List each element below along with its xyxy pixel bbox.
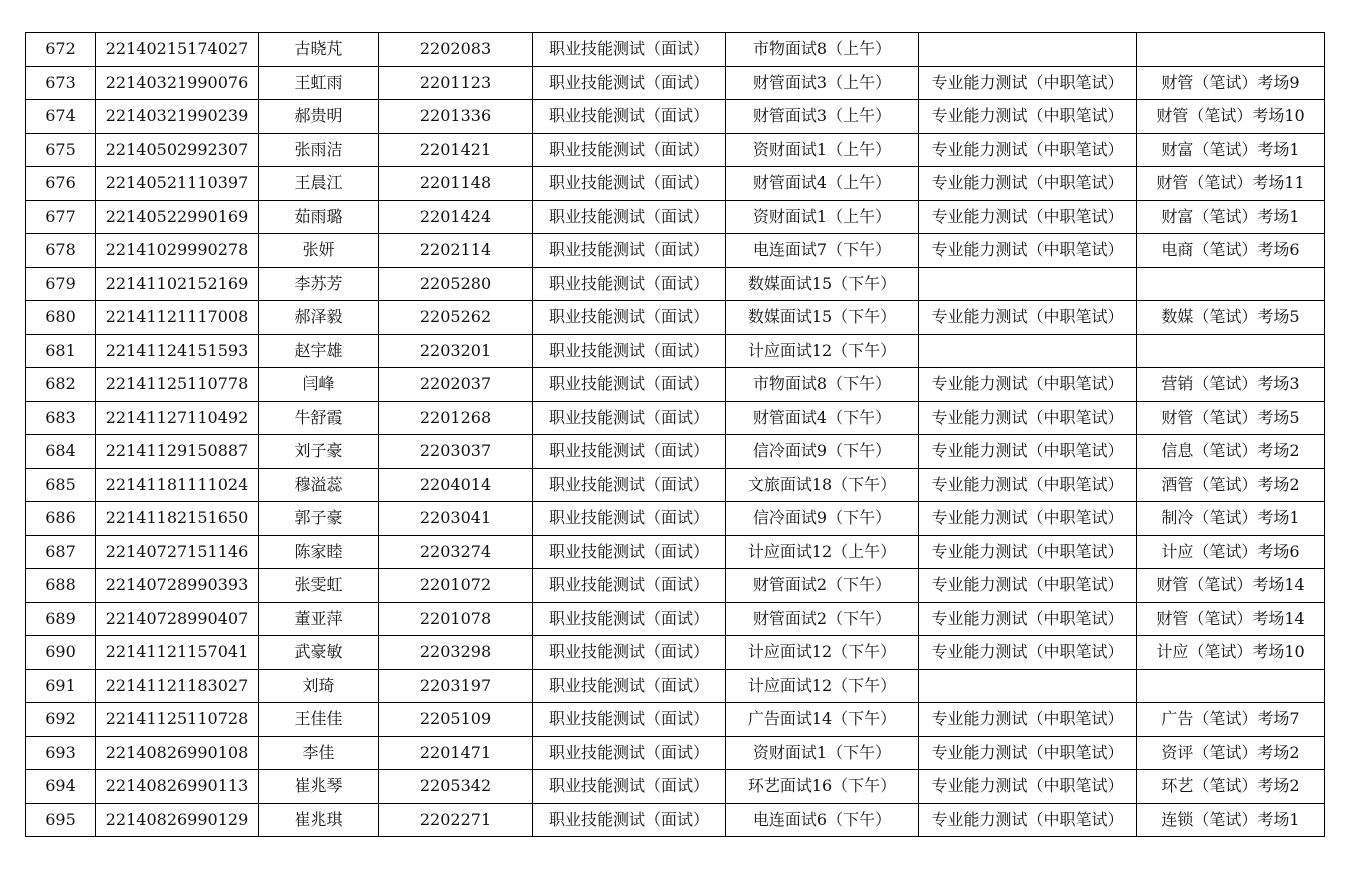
- exam-id-cell: 22141129150887: [96, 435, 259, 469]
- student-code-cell: 2201471: [379, 736, 533, 770]
- table-row: [26, 502, 1325, 536]
- student-name-cell: 穆溢蕊: [259, 468, 379, 502]
- written-room-cell: 信息（笔试）考场2: [1137, 435, 1325, 469]
- written-room-cell: 环艺（笔试）考场2: [1137, 770, 1325, 804]
- written-room-cell: 制冷（笔试）考场1: [1137, 502, 1325, 536]
- written-room-cell: [1137, 669, 1325, 703]
- exam-id-cell: 22141182151650: [96, 502, 259, 536]
- student-name-cell: 闫峰: [259, 368, 379, 402]
- student-name-cell: 赵宇雄: [259, 334, 379, 368]
- table-row: [26, 535, 1325, 569]
- student-code-cell: 2201421: [379, 133, 533, 167]
- interview-session-cell: 电连面试6（下午）: [726, 803, 919, 837]
- row-number-cell: 687: [26, 535, 96, 569]
- exam-id-cell: 22140321990239: [96, 100, 259, 134]
- written-room-cell: 广告（笔试）考场7: [1137, 703, 1325, 737]
- table-row: [26, 703, 1325, 737]
- interview-test-cell: 职业技能测试（面试）: [533, 33, 726, 67]
- written-test-cell: 专业能力测试（中职笔试）: [919, 133, 1137, 167]
- interview-session-cell: 文旅面试18（下午）: [726, 468, 919, 502]
- interview-session-cell: 信冷面试9（下午）: [726, 435, 919, 469]
- student-code-cell: 2201424: [379, 200, 533, 234]
- interview-test-cell: 职业技能测试（面试）: [533, 66, 726, 100]
- interview-test-cell: 职业技能测试（面试）: [533, 535, 726, 569]
- row-number-cell: 691: [26, 669, 96, 703]
- interview-session-cell: 财管面试4（下午）: [726, 401, 919, 435]
- exam-id-cell: 22140215174027: [96, 33, 259, 67]
- table-row: [26, 66, 1325, 100]
- interview-test-cell: 职业技能测试（面试）: [533, 401, 726, 435]
- written-room-cell: 财管（笔试）考场9: [1137, 66, 1325, 100]
- written-test-cell: 专业能力测试（中职笔试）: [919, 502, 1137, 536]
- written-room-cell: 电商（笔试）考场6: [1137, 234, 1325, 268]
- interview-session-cell: 财管面试2（下午）: [726, 569, 919, 603]
- student-code-cell: 2203274: [379, 535, 533, 569]
- student-code-cell: 2202037: [379, 368, 533, 402]
- student-name-cell: 郭子豪: [259, 502, 379, 536]
- exam-id-cell: 22140502992307: [96, 133, 259, 167]
- row-number-cell: 680: [26, 301, 96, 335]
- student-code-cell: 2203037: [379, 435, 533, 469]
- written-test-cell: [919, 33, 1137, 67]
- row-number-cell: 681: [26, 334, 96, 368]
- student-name-cell: 刘琦: [259, 669, 379, 703]
- student-code-cell: 2204014: [379, 468, 533, 502]
- written-test-cell: 专业能力测试（中职笔试）: [919, 636, 1137, 670]
- written-test-cell: [919, 669, 1137, 703]
- interview-session-cell: 财管面试3（上午）: [726, 100, 919, 134]
- interview-session-cell: 环艺面试16（下午）: [726, 770, 919, 804]
- written-room-cell: 财管（笔试）考场5: [1137, 401, 1325, 435]
- exam-id-cell: 22140522990169: [96, 200, 259, 234]
- table-body: [26, 33, 1325, 837]
- interview-test-cell: 职业技能测试（面试）: [533, 669, 726, 703]
- interview-test-cell: 职业技能测试（面试）: [533, 100, 726, 134]
- exam-id-cell: 22141121183027: [96, 669, 259, 703]
- written-room-cell: 财管（笔试）考场14: [1137, 569, 1325, 603]
- interview-session-cell: 资财面试1（上午）: [726, 133, 919, 167]
- written-test-cell: 专业能力测试（中职笔试）: [919, 535, 1137, 569]
- table-row: [26, 736, 1325, 770]
- row-number-cell: 682: [26, 368, 96, 402]
- row-number-cell: 688: [26, 569, 96, 603]
- table-row: [26, 435, 1325, 469]
- interview-test-cell: 职业技能测试（面试）: [533, 133, 726, 167]
- student-code-cell: 2201123: [379, 66, 533, 100]
- student-code-cell: 2202083: [379, 33, 533, 67]
- table-row: [26, 334, 1325, 368]
- written-room-cell: 财富（笔试）考场1: [1137, 200, 1325, 234]
- student-name-cell: 王虹雨: [259, 66, 379, 100]
- student-name-cell: 崔兆琴: [259, 770, 379, 804]
- written-room-cell: 财管（笔试）考场11: [1137, 167, 1325, 201]
- table-row: [26, 468, 1325, 502]
- table-row: [26, 569, 1325, 603]
- interview-test-cell: 职业技能测试（面试）: [533, 602, 726, 636]
- student-code-cell: 2201078: [379, 602, 533, 636]
- student-name-cell: 张雨洁: [259, 133, 379, 167]
- student-name-cell: 张雯虹: [259, 569, 379, 603]
- row-number-cell: 685: [26, 468, 96, 502]
- table-row: [26, 100, 1325, 134]
- exam-id-cell: 22141121117008: [96, 301, 259, 335]
- written-test-cell: 专业能力测试（中职笔试）: [919, 569, 1137, 603]
- row-number-cell: 683: [26, 401, 96, 435]
- exam-id-cell: 22141121157041: [96, 636, 259, 670]
- written-test-cell: [919, 334, 1137, 368]
- interview-test-cell: 职业技能测试（面试）: [533, 301, 726, 335]
- interview-test-cell: 职业技能测试（面试）: [533, 435, 726, 469]
- written-room-cell: [1137, 334, 1325, 368]
- student-code-cell: 2202114: [379, 234, 533, 268]
- exam-id-cell: 22141102152169: [96, 267, 259, 301]
- interview-session-cell: 计应面试12（下午）: [726, 636, 919, 670]
- student-code-cell: 2203298: [379, 636, 533, 670]
- written-room-cell: 财管（笔试）考场14: [1137, 602, 1325, 636]
- written-room-cell: 数媒（笔试）考场5: [1137, 301, 1325, 335]
- table-row: [26, 636, 1325, 670]
- table-row: [26, 602, 1325, 636]
- row-number-cell: 693: [26, 736, 96, 770]
- exam-id-cell: 22141127110492: [96, 401, 259, 435]
- interview-test-cell: 职业技能测试（面试）: [533, 200, 726, 234]
- row-number-cell: 675: [26, 133, 96, 167]
- table-row: [26, 234, 1325, 268]
- row-number-cell: 690: [26, 636, 96, 670]
- exam-id-cell: 22140826990108: [96, 736, 259, 770]
- student-name-cell: 郝泽毅: [259, 301, 379, 335]
- student-name-cell: 茹雨璐: [259, 200, 379, 234]
- written-test-cell: 专业能力测试（中职笔试）: [919, 167, 1137, 201]
- written-test-cell: 专业能力测试（中职笔试）: [919, 301, 1137, 335]
- student-name-cell: 王晨江: [259, 167, 379, 201]
- table-row: [26, 803, 1325, 837]
- written-room-cell: 营销（笔试）考场3: [1137, 368, 1325, 402]
- student-code-cell: 2202271: [379, 803, 533, 837]
- row-number-cell: 673: [26, 66, 96, 100]
- exam-id-cell: 22140727151146: [96, 535, 259, 569]
- student-code-cell: 2201268: [379, 401, 533, 435]
- written-room-cell: 酒管（笔试）考场2: [1137, 468, 1325, 502]
- written-test-cell: 专业能力测试（中职笔试）: [919, 602, 1137, 636]
- student-code-cell: 2201072: [379, 569, 533, 603]
- student-code-cell: 2203041: [379, 502, 533, 536]
- student-code-cell: 2205342: [379, 770, 533, 804]
- exam-id-cell: 22140321990076: [96, 66, 259, 100]
- written-test-cell: 专业能力测试（中职笔试）: [919, 435, 1137, 469]
- interview-test-cell: 职业技能测试（面试）: [533, 167, 726, 201]
- table-row: [26, 401, 1325, 435]
- student-code-cell: 2203201: [379, 334, 533, 368]
- interview-test-cell: 职业技能测试（面试）: [533, 736, 726, 770]
- row-number-cell: 678: [26, 234, 96, 268]
- student-name-cell: 张妍: [259, 234, 379, 268]
- written-test-cell: 专业能力测试（中职笔试）: [919, 401, 1137, 435]
- table-row: [26, 133, 1325, 167]
- row-number-cell: 686: [26, 502, 96, 536]
- interview-session-cell: 市物面试8（上午）: [726, 33, 919, 67]
- row-number-cell: 676: [26, 167, 96, 201]
- written-room-cell: [1137, 267, 1325, 301]
- exam-id-cell: 22140826990129: [96, 803, 259, 837]
- interview-test-cell: 职业技能测试（面试）: [533, 334, 726, 368]
- row-number-cell: 672: [26, 33, 96, 67]
- exam-id-cell: 22141125110778: [96, 368, 259, 402]
- interview-session-cell: 电连面试7（下午）: [726, 234, 919, 268]
- interview-session-cell: 资财面试1（下午）: [726, 736, 919, 770]
- student-code-cell: 2203197: [379, 669, 533, 703]
- interview-session-cell: 数媒面试15（下午）: [726, 267, 919, 301]
- interview-session-cell: 数媒面试15（下午）: [726, 301, 919, 335]
- row-number-cell: 679: [26, 267, 96, 301]
- interview-session-cell: 财管面试3（上午）: [726, 66, 919, 100]
- exam-id-cell: 22141125110728: [96, 703, 259, 737]
- written-room-cell: 财富（笔试）考场1: [1137, 133, 1325, 167]
- student-name-cell: 李苏芳: [259, 267, 379, 301]
- interview-test-cell: 职业技能测试（面试）: [533, 569, 726, 603]
- written-room-cell: 计应（笔试）考场10: [1137, 636, 1325, 670]
- written-test-cell: 专业能力测试（中职笔试）: [919, 468, 1137, 502]
- exam-id-cell: 22141181111024: [96, 468, 259, 502]
- row-number-cell: 674: [26, 100, 96, 134]
- student-name-cell: 崔兆琪: [259, 803, 379, 837]
- exam-id-cell: 22141029990278: [96, 234, 259, 268]
- student-name-cell: 陈家睦: [259, 535, 379, 569]
- written-test-cell: 专业能力测试（中职笔试）: [919, 234, 1137, 268]
- interview-test-cell: 职业技能测试（面试）: [533, 267, 726, 301]
- interview-test-cell: 职业技能测试（面试）: [533, 368, 726, 402]
- table-row: [26, 200, 1325, 234]
- table-row: [26, 167, 1325, 201]
- interview-session-cell: 广告面试14（下午）: [726, 703, 919, 737]
- student-name-cell: 李佳: [259, 736, 379, 770]
- written-test-cell: 专业能力测试（中职笔试）: [919, 803, 1137, 837]
- written-test-cell: 专业能力测试（中职笔试）: [919, 66, 1137, 100]
- row-number-cell: 692: [26, 703, 96, 737]
- student-code-cell: 2205262: [379, 301, 533, 335]
- student-name-cell: 郝贵明: [259, 100, 379, 134]
- interview-test-cell: 职业技能测试（面试）: [533, 234, 726, 268]
- interview-test-cell: 职业技能测试（面试）: [533, 468, 726, 502]
- written-room-cell: 连锁（笔试）考场1: [1137, 803, 1325, 837]
- row-number-cell: 694: [26, 770, 96, 804]
- written-test-cell: [919, 267, 1137, 301]
- student-name-cell: 董亚萍: [259, 602, 379, 636]
- table-row: [26, 33, 1325, 67]
- interview-test-cell: 职业技能测试（面试）: [533, 703, 726, 737]
- interview-session-cell: 计应面试12（下午）: [726, 669, 919, 703]
- written-test-cell: 专业能力测试（中职笔试）: [919, 703, 1137, 737]
- written-test-cell: 专业能力测试（中职笔试）: [919, 736, 1137, 770]
- row-number-cell: 695: [26, 803, 96, 837]
- exam-id-cell: 22141124151593: [96, 334, 259, 368]
- written-test-cell: 专业能力测试（中职笔试）: [919, 770, 1137, 804]
- student-name-cell: 牛舒霞: [259, 401, 379, 435]
- table-row: [26, 301, 1325, 335]
- student-code-cell: 2205280: [379, 267, 533, 301]
- written-room-cell: 计应（笔试）考场6: [1137, 535, 1325, 569]
- student-code-cell: 2201148: [379, 167, 533, 201]
- exam-id-cell: 22140728990407: [96, 602, 259, 636]
- interview-session-cell: 资财面试1（上午）: [726, 200, 919, 234]
- interview-session-cell: 财管面试2（下午）: [726, 602, 919, 636]
- interview-test-cell: 职业技能测试（面试）: [533, 803, 726, 837]
- exam-id-cell: 22140826990113: [96, 770, 259, 804]
- interview-session-cell: 计应面试12（上午）: [726, 535, 919, 569]
- interview-session-cell: 财管面试4（上午）: [726, 167, 919, 201]
- interview-session-cell: 计应面试12（下午）: [726, 334, 919, 368]
- written-test-cell: 专业能力测试（中职笔试）: [919, 368, 1137, 402]
- exam-id-cell: 22140521110397: [96, 167, 259, 201]
- row-number-cell: 689: [26, 602, 96, 636]
- student-name-cell: 古晓芃: [259, 33, 379, 67]
- exam-schedule-table: [25, 32, 1325, 837]
- interview-session-cell: 市物面试8（下午）: [726, 368, 919, 402]
- table-row: [26, 770, 1325, 804]
- student-name-cell: 刘子豪: [259, 435, 379, 469]
- student-code-cell: 2205109: [379, 703, 533, 737]
- interview-test-cell: 职业技能测试（面试）: [533, 502, 726, 536]
- interview-test-cell: 职业技能测试（面试）: [533, 636, 726, 670]
- student-code-cell: 2201336: [379, 100, 533, 134]
- interview-test-cell: 职业技能测试（面试）: [533, 770, 726, 804]
- exam-id-cell: 22140728990393: [96, 569, 259, 603]
- row-number-cell: 677: [26, 200, 96, 234]
- written-room-cell: [1137, 33, 1325, 67]
- written-room-cell: 财管（笔试）考场10: [1137, 100, 1325, 134]
- interview-session-cell: 信冷面试9（下午）: [726, 502, 919, 536]
- row-number-cell: 684: [26, 435, 96, 469]
- student-name-cell: 武豪敏: [259, 636, 379, 670]
- written-test-cell: 专业能力测试（中职笔试）: [919, 200, 1137, 234]
- table-row: [26, 267, 1325, 301]
- written-room-cell: 资评（笔试）考场2: [1137, 736, 1325, 770]
- table-row: [26, 669, 1325, 703]
- table-row: [26, 368, 1325, 402]
- student-name-cell: 王佳佳: [259, 703, 379, 737]
- written-test-cell: 专业能力测试（中职笔试）: [919, 100, 1137, 134]
